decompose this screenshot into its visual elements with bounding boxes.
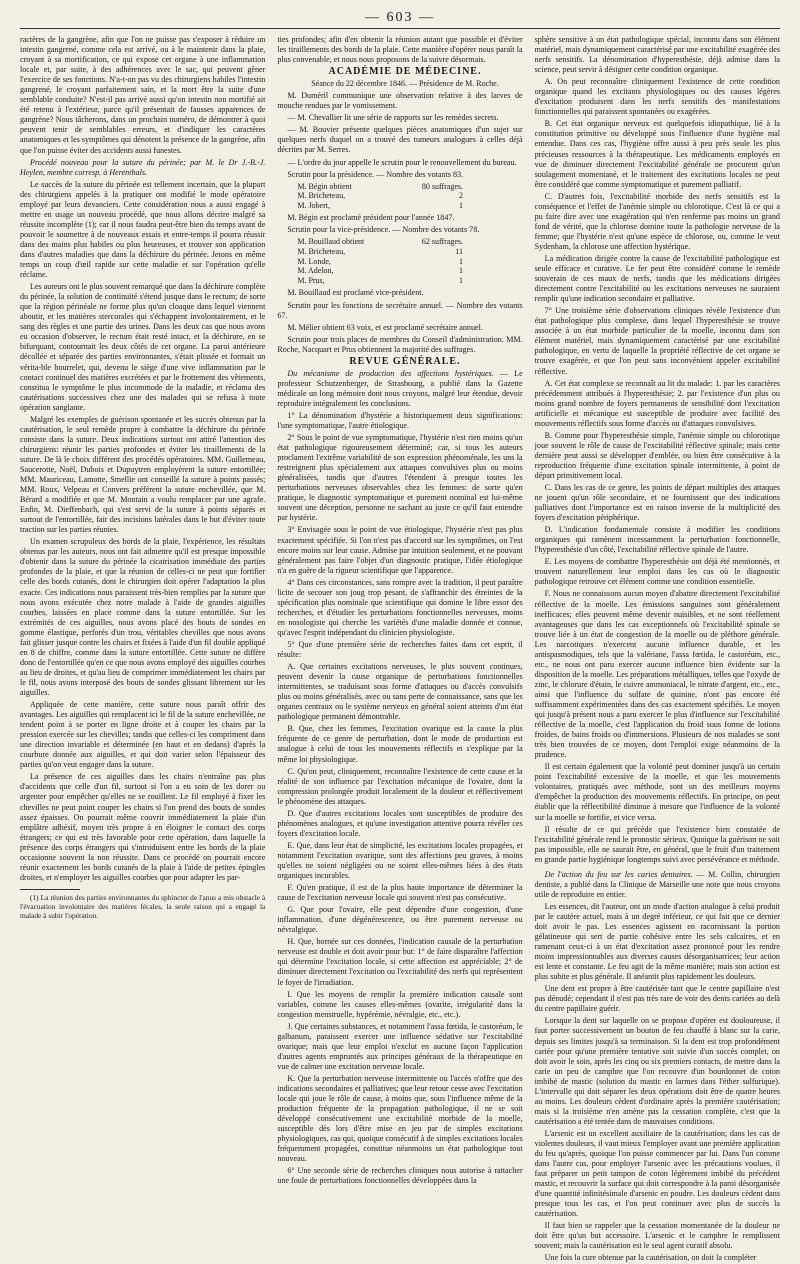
column-left: [20, 35, 265, 1165]
paragraph: C. D'autres fois, l'excitabilité morbide des nerfs sensitifs est la conséquence et l'effet de l'anémie simple ou chlorotique. C'est là ce qui a pu faire dire avec une exagération qui n'en renferme pas moins un grand fond de vérité, que la chlorose domine toute la pathologie nerveuse de la femme; que l'hystérie n'est qu'une espèce de chlorose, ou, comme le veut Sydenham, la chlorose une affection hystérique.: [534, 191, 780, 251]
table-row: [297, 276, 469, 286]
paragraph: B. Comme pour l'hyperesthésie simple, l'anémie simple ou chlorotique joue souvent le rôle de cause de l'excitabilité réflective spinale; mais cette dernière peut aussi se développer d'emblée, ou bien être consécutive à la reproduction fréquente d'une excitation spinale intermittente, à point de départ primitivement local.: [534, 430, 780, 480]
vote-name: M. Prus,: [297, 275, 325, 285]
section-title-revue: REVUE GÉNÉRALE.: [349, 355, 461, 367]
paragraph: A. On peut reconnaître cliniquement l'existence de cette condition organique quand les excitants physiologiques ou des causes légères d'excitation produisent dans les nerfs sensitifs des manifestations fonctionnelles qui paraissent spontanées ou exagérées.: [534, 77, 780, 117]
paragraph: Malgré les exemples de guérison spontanée et les succès obtenus par la cautérisation, le seul remède propre à combattre la déchirure du périnée consiste dans la suture. Deux indications surtout ont attiré l'attention des chirurgiens: réunir les parties profondes et éviter les tiraillements de la suture. De là le choix différent des procédés opératoires. MM. Guillemeau, Saucerotte, Noël, Dubois et Dupuytren employèrent la suture entortillée; MM. Mauriceau, Lamotte, Smellie ont conseillé la suture à points passés; MM. Roux, Velpeau et Convers préfèrent la suture enchevillée, que M. Bérard a modifiée et que M. Montain a voulu remplacer par une agrafe. Enfin, M. Dieffenbach, qui s'est servi de la suture à points séparés et surtout de l'entortillée, fait des incisions latérales dans le but d'éviter toute traction sur les parties réunies.: [20, 414, 266, 535]
paragraph: sphère sensitive à un état pathologique spécial, inconnu dans son élément matériel, mais dynamiquement caractérisé par une excitabilité exagérée des nerfs sensitifs. La dénomination d'hyperesthésie, déjà admise dans la science, peut servir à désigner cette condition organique.: [534, 35, 780, 75]
paragraph: B. Cet état organique nerveux est quelquefois idiopathique, lié à la constitution primitive ou développé sous l'influence d'une hygiène mal entendue. Dans ces cas, l'hygiène offre aussi à peu près seule les plus précieuses ressources à la thérapeutique. Les médicaments employés en vue de diminuer directement l'excitabilité générale ne procurent qu'un soulagement momentané, et le traitement des excitations locales ne peut être considéré que comme symptomatique et purement palliatif.: [534, 119, 780, 189]
paragraph: Appliquée de cette manière, cette suture nous paraît offrir des avantages. Les aiguilles qui remplacent ici le fil de la suture enchevillée, ne tendent point à se porter en ligne droite et à couper les chairs par la pression exercée sur les chevilles; tandis que celles-ci les compriment dans une direction invariable et déterminée (en haut et en dedans) d'après la courbure donnée aux aiguilles, et qui doit varier selon l'épaisseur des parties qu'on veut engager dans la suture.: [20, 700, 266, 770]
paragraph: F. Nous ne connaissons aucun moyen d'abattre directement l'excitabilité réflective de la moelle. Les émissions sanguines sont généralement inefficaces; elles peuvent même devenir nuisibles, et ne sont réellement avantageuses que dans les cas exceptionnels où l'excitabilité spinale se trouve liée à un état de congestion de la moelle ou de pléthore générale. Les narcotiques n'exercent aucune influence durable, et les antispasmodiques, tels que la valériane, l'assa fœtida, le castoréum, etc., etc., ne nous ont paru exercer aucune influence bien évidente sur la disposition de la moelle. Les préparations métalliques, telles que l'oxyde de zinc, le chlorure d'étain, le cuivre ammoniacal, le nitrate d'argent, etc., etc., ainsi que l'influence du sulfate de quinine, n'ont pas encore été suffisamment expérimentées dans des cas exactement spécifiés. Le moyen qui jusqu'à présent nous a paru exercer le plus d'influence sur l'excitabilité réflective de la moelle, c'est l'application du froid sous forme de lotions froides, de bains froids ou d'immersions. Plusieurs de nos malades se sont très bien trouvées de ce moyen, dont l'emploi exige néanmoins de la prudence.: [534, 589, 780, 760]
paragraph: Scrutin pour trois places de membres du Conseil d'administration. MM. Roche, Nacquart et Prus obtiennent la majorité des suffrages.: [277, 334, 523, 354]
paragraph: ractères de la gangrène, afin que l'on ne puisse pas s'exposer à réduire un intestin gangrené, comme cela est arrivé, ou à le maintenir dans la plaie, croyant à sa mortification, ce qui expose cet organe à une inflammation locale et, par suite, à des adhérences avec le sac, qui peuvent gêner l'exercice de ses fonctions. N'a-t-on pas vu des chirurgiens habiles l'intestin gangrené, le croyant parfaitement sain, et la mort être la suite d'une semblable conduite? N'est-il pas arrivé aussi qu'on intestin non mortifié ait été retenu à l'extérieur, parce qu'il présentait de fausses apparences de gangrène? Nous tâcherons, dans un prochain numéro, de démontrer à quoi peuvent tenir de semblables erreurs, et d'indiquer les caractères anatomiques et les symptômes qui dénotent la présence de la gangrène, afin que l'on puisse éviter des accidents aussi funestes.: [20, 35, 266, 155]
vote-value: 1: [459, 256, 464, 266]
table-row: [297, 182, 469, 192]
header-rule: [20, 28, 780, 29]
vote-value: 80 suffrages.: [421, 181, 464, 191]
paragraph: 5° Que d'une première série de recherches faites dans cet esprit, il résulte:: [277, 640, 523, 660]
paragraph: D. L'indication fondamentale consiste à modifier les conditions organiques qui ramènent incessamment la perturbation fonctionnelle, l'hyperesthésie d'un côté, l'excitabilité réflective spinale de l'autre.: [534, 525, 780, 555]
paragraph: 6° Une seconde série de recherches cliniques nous autorise à rattacher une foule de perturbations fonctionnelles développées dans la: [277, 1166, 523, 1186]
paragraph: Il faut bien se rappeler que la cessation momentanée de la douleur ne doit être qu'un but accessoire. L'arsenic et le camphre le remplissent souvent; mais la cautérisation est le seul agent curatif absolu.: [534, 1221, 780, 1251]
paragraph: Scrutin pour la vice-présidence. — Nombre des votants 78.: [287, 225, 480, 235]
vote-value: 1: [459, 275, 464, 285]
paragraph: Les essences, dit l'auteur, ont un mode d'action analogue à celui produit par le cautère actuel, mais à un degré inférieur, ce qui fait que ce dernier doit avoir le pas. Les essences agissent en racornissant la portion gélatineuse qui sert de partie cohésive entre les sels calcaires, et en ramenant ceux-ci à un état d'excitation assez prononcé pour les rendre moins impressionnables aux diverses causes désorganisatrices; leur action est lente et constante. Le feu agit de la même manière; mais son action est plus subite et plus générale. Il anéantit plus rapidement les douleurs.: [534, 901, 780, 982]
paragraph: Une dent est propre à être cautérisée tant que le centre papillaire n'est pas dénudé; cependant il n'est pas très rare de voir des dents cariées au delà du centre papillaire guérir.: [534, 984, 780, 1014]
seance-line: Séance du 22 décembre 1846. — Présidence de M. Roche.: [311, 79, 499, 89]
article-title: De l'action du feu sur les caries dentaires.: [544, 869, 693, 879]
table-row: [297, 237, 469, 247]
paragraph: — M. Chevallier lit une série de rapports sur les remèdes secrets.: [287, 113, 499, 123]
paragraph: ties profondes; afin d'en obtenir la réunion autant que possible et d'éviter les tiraillements des bords de la plaie. Cette manière d'opérer nous paraît la plus convenable, et nous nous proposons de la suivre désormais.: [277, 35, 523, 65]
table-row: [297, 191, 469, 201]
three-column-body: [20, 35, 780, 1263]
article-title: Procédé nouveau pour la suture du périnée; par M. le Dr J.-B.-J. Heylen, membre corresp. à Herenthals.: [20, 157, 266, 177]
table-row: [297, 201, 469, 211]
paragraph: 7° Une troisième série d'observations cliniques révèle l'existence d'un état pathologique plus complexe, dans lequel l'hyperesthésie se trouve associée à un état morbide particulier de la moelle, inconnu dans son élément matériel, mais dynamiquement caractérisé par une excitabilité pathologique, en vertu de laquelle la propriété réflective de cet organe se trouve exagérée, et que l'on peut sans inconvénient appeler excitabilité réflective.: [534, 306, 780, 376]
article-title: Du mécanisme de production des affections hystériques.: [287, 368, 494, 378]
paragraph: I. Que les moyens de remplir la première indication causale sont variables, comme les causes elles-mêmes (ovarite, irrégularité dans la congestion menstruelle, hypérémie, névralgie, etc., etc.).: [277, 989, 523, 1019]
paragraph: Une fois la cure obtenue par la cautérisation, on doit la compléter: [544, 1253, 757, 1263]
vote-value: 62 suffrages.: [421, 237, 464, 247]
paragraph: Il résulte de ce qui précède que l'existence bien constatée de l'excitabilité générale rend le pronostic sérieux. Quoique la guérison ne soit pas impossible, elle ne saurait être, en général, que le fruit d'un traitement en grande partie hygiénique longtemps suivi avec persévérance et méthode.: [534, 824, 780, 864]
paragraph: D. Que d'autres excitations locales sont susceptibles de produire des phénomènes analogues, et qu'une investigation attentive pourra révéler ces foyers d'excitation locale.: [277, 808, 523, 838]
table-row: [297, 257, 469, 267]
paragraph: L'arsenic est un excellent auxiliaire de la cautérisation; dans les cas de violentes douleurs, il vaut mieux l'employer avant une première application du feu qu'après, quoique l'on puisse commencer par lui. Dans l'un comme dans l'autre cas, pour employer l'arsenic avec les précautions voulues, il faut préparer un petit tampon de coton légèrement imbibé du précédent mastic, et recouvrir la surface qui doit correspondre à la paroi désorganisée d'une quantité infinitésimale d'arsenic en poudre. Les douleurs cèdent dans presque tous les cas, et l'on peut continuer avec plus de succès la cautérisation.: [534, 1128, 780, 1219]
vote-name: M. Bouillaud obtient: [297, 237, 365, 247]
paragraph: Les auteurs ont le plus souvent remarqué que dans la déchirure complète du périnée, la solution de continuité s'étend jusque dans le rectum; de sorte que la région périnéale ne forme plus qu'un cloaque dans lequel viennent aboutir, et les matières stercorales qui s'échappent involontairement, et le sang des règles et une partie des urines. Dans les deux cas que nous avons eu occasion d'observer, le rectum était resté intact, et la déchirure, en se bifurquant, contournait les deux côtés de cet organe. La paroi antérieure décollée et séparée des parties environnantes, s'était plissée et formait un vérita-ble bourrelet, qui, devenu le siège d'une vive inflammation par le contact continuel des matières excrétées et par le frottement des vêtements, constitua le symptôme le plus incommode de la maladie, et réclama des cautérisations successives chez une des malades qui se refusa à toute opération sanglante.: [20, 282, 266, 412]
vote-name: M. Bégin obtient: [297, 181, 352, 191]
paragraph: E. Les moyens de combattre l'hyperesthésie ont déjà été mentionnés, et trouvent naturellement leur emploi dans les cas où le diagnostic pathologique retrouve cet élément comme une condition essentielle.: [534, 557, 780, 587]
paragraph: M. Bégin est proclamé président pour l'année 1847.: [287, 213, 455, 223]
paragraph: M. Bouillaud est proclamé vice-président.: [287, 288, 424, 298]
paragraph: — M. Collin, chirurgien dentiste, a publié dans la Clinique de Marseille une note que nous croyons utile de reproduire en entier.: [534, 869, 780, 899]
column-middle: [277, 35, 523, 1186]
paragraph: La médication dirigée contre la cause de l'excitabilité pathologique est seule efficace et curative. Le fer peut être considéré comme le remède souverain de ces maux de nerfs, tandis que les médications dirigées directement contre l'excitabilité ou les excitations nerveuses ne sauraient remplir qu'une indication secondaire et palliative.: [534, 253, 780, 304]
vote-name: M. Bricheteau,: [297, 247, 346, 257]
paragraph: J. Que certaines substances, et notamment l'assa fœtida, le castoréum, le galbanum, paraissent exercer une influence sédative sur l'excitabilité ovarique; mais que leur emploi n'exclut en aucune façon l'application d'autres agents empruntés aux principes généraux de la thérapeutique en vue de calmer une excitation nerveuse locale.: [277, 1021, 523, 1071]
paragraph: E. Que, dans leur état de simplicité, les excitations locales propagées, et notamment l'excitation ovarique, sont des affections peu graves, à moins qu'elles ne soient négligées ou ne soient elles-mêmes liées à des états organiques incurables.: [277, 840, 523, 881]
vote-value: 1: [459, 266, 464, 276]
paragraph: K. Que la perturbation nerveuse intermittente ou l'accès n'offre que des indications secondaires et palliatives; que leur retour cesse avec l'excitation locale qui joue le rôle de cause, à moins que, sous l'influence même de la production fréquente de la propagation pathologique, il ne se soit développé consécutivement une excitabilité morbide de la moelle, susceptible dès lors d'être mise en jeu par de simples excitations physiologiques, cas qui, quoique consécutif à de simples excitations locales fréquemment propagées, constitue néanmoins un état pathologique tout nouveau.: [277, 1073, 523, 1164]
paragraph: B. Que, chez les femmes, l'excitation ovarique est la cause la plus fréquente de ce genre de perturbation, dont le mode de production est analogue à celui de tous les mouvements réflectifs et s'explique par la même loi physiologique.: [277, 724, 523, 764]
paragraph: G. Que pour l'ovaire, elle peut dépendre d'une congestion, d'une inflammation, d'une dégénérescence, ou être purement nerveuse ou névralgique.: [277, 905, 523, 935]
paragraph: Scrutin pour les fonctions de secrétaire annuel. — Nombre des votants 67.: [277, 300, 523, 320]
paragraph: — Le professeur Schutzenberger, de Strasbourg, a publié dans la Gazette médicale un long mémoire dont nous croyons, malgré leur étendue, devoir reproduire intégralement les conclusions.: [277, 368, 523, 408]
vote-name: M. Londe,: [297, 256, 331, 266]
paragraph: C. Dans les cas de ce genre, les points de départ multiples des attaques ne jouent qu'un rôle secondaire, et ne fournissent que des indications palliatives dont l'importance est en raison inverse de la multiplicité des foyers d'excitation périphérique.: [534, 483, 780, 523]
paragraph: La présence de ces aiguilles dans les chairs n'entraîne pas plus d'accidents que celle d'un fil, surtout si l'on a eu soin de les dorer ou argenter pour empêcher qu'elles ne se rouillent. Le fil employé à fixer les chevilles ne peut point couper les chairs si l'on prend des bouts de sondes assez épaisses. On pourrait même couvrir immédiatement la plaie d'un emplâtre adhésif, moyen très propre à en éloigner le contact des corps étrangers; ce qui est très favorable pour cette opération, dans laquelle la présence des corps étrangers qui s'introduisent entre les bords de la plaie occasionne souvent la non réussite. Dans ce procédé on pourrait encore réunir exactement les bords cutanés de la plaie à l'aide de petites épingles droites, et n'employer les aiguilles courbes que pour adapter les par-: [20, 772, 266, 882]
footnote: (1) La réunion des parties environnantes du sphincter de l'anus a mis obstacle à l'évacuation involontaire des matières fécales, la seule raison qui a engagé la malade à subir l'opération.: [20, 892, 266, 920]
paragraph: Lorsque la dent sur laquelle on se propose d'opérer est douloureuse, il faut porter successivement un bouton de feu chauffé à blanc sur la carie, depuis ses limites jusqu'à sa terminaison. Si la dent est trop profondément cariée pour qu'une première tentative soit suivie d'un succès complet, on doit avoir le soin, après les cinq ou six premiers contacts, de mettre dans la carie un peu de camphre que l'on recouvre d'un bourdonnet de coton imbibé de mastic (solution du mastic en larmes dans l'éther sulfurique). L'intervalle qui doit séparer les deux opérations doit être de quatre heures au moins. Les douleurs cèdent d'ordinaire après la première cautérisation; mais si la troisième n'en amène pas la cessation complète, c'est que la cautérisation a été tentée dans de mauvaises conditions.: [534, 1016, 780, 1126]
paragraph: — L'ordre du jour appelle le scrutin pour le renouvellement du bureau.: [287, 157, 517, 167]
vote-table-vice-presidence: [297, 237, 469, 285]
paragraph: A. Cet état complexe se reconnaît au lit du malade: 1. par les caractères précédemment attribués à l'hyperesthésie; 2. par l'existence d'un plus ou moins grand nombre de foyers permanents de sensibilité dont l'excitation artificielle et mécanique est susceptible de produire avec facilité des mouvements réflectifs sous forme d'accès ou d'attaques convulsives.: [534, 378, 780, 428]
paragraph: F. Qu'en pratique, il est de la plus haute importance de déterminer la cause de l'excitation nerveuse locale qui souvent n'est pas consécutive.: [277, 883, 523, 903]
paragraph: 3° Envisagée sous le point de vue étiologique, l'hystérie n'est pas plus exactement spécifiée. Si l'on n'est pas d'accord sur les symptômes, on l'est encore moins sur leur cause. Admise par intuition seulement, et ne pouvant généralement pas faire l'objet d'un diagnostic pratique, l'idée étiologique n'a en guère de la rigueur scientifique que l'apparence.: [277, 525, 523, 575]
vote-table-presidence: [297, 182, 469, 211]
paragraph: C. Qu'on peut, cliniquement, reconnaître l'existence de cette cause et la réalité de son influence par l'excitation mécanique de l'ovaire, dont la compression prolongée produit localement de la douleur et réflectivement le phénomène des attaques.: [277, 766, 523, 806]
column-right: [534, 35, 780, 1263]
paragraph: 2° Sous le point de vue symptomatique, l'hystérie n'est rien moins qu'un état pathologique rigoureusement déterminé; car, si tous les auteurs proclament l'extrême variabilité de son expression phénoménale, les uns la restreignent plus spécialement aux attaques convulsives plus ou moins généralisées, tandis que d'autres l'étendent à presque toutes les perturbations nerveuses observables chez les femmes: de sorte qu'en pratique, le diagnostic symptomatique et purement nominal est lui-même souvent une déception, personne ne sachant au juste ce qu'il faut entendre par hystérie.: [277, 433, 523, 523]
paragraph: 1° La dénomination d'hystérie a historiquement deux significations: l'une symptomatique, l'autre étiologique.: [277, 410, 523, 431]
paragraph: 4° Dans ces circonstances, sans rompre avec la tradition, il peut paraître licite de secouer son joug trop pesant, de s'affranchir des étreintes de la spécification plus nominale que scientifique qui domine le libre essor des recherches, et d'étudier les perturbations fonctionnelles nerveuses, moins en nosologiste qui cherche les variétés d'une maladie donnée et connue, qu'avec l'esprit indépendant du clinicien physiologiste.: [277, 577, 523, 637]
vote-value: 1: [459, 200, 464, 210]
vote-name: M. Bricheteau,: [297, 191, 346, 201]
vote-value: 2: [459, 191, 464, 201]
paragraph: Un examen scrupuleux des bords de la plaie, l'expérience, les résultats obtenus par les auteurs, nous ont fait admettre qu'il est presque impossible d'obtenir dans la suture du périnée la cicatrisation immédiate des parties profondes de la plaie, et que la réunion de celles-ci ne peut que fortifier celle des bords cutanés, dont le chirurgien doit opérer l'adaptation la plus exacte. Ces indications nous paraissent très-bien remplies par la suture que nous avons exécutée chez notre malade à l'aide de grandes aiguilles courbes, laissées en place comme dans la suture entortillée. Sur les extrémités de ces aiguilles, nous avons placé des bouts de sondes en gomme élastique, perforés d'un trou, véritables chevilles que nous avons fait glisser jusque contre les chairs et fixées à l'aide d'un fil double appliqué en 8 de chiffre, comme dans la suture entortillée. Cette suture ne diffère donc de l'entortillée qu'en ce que nous avons employé des aiguilles courbes au lieu de droites, et qu'au lieu de comprimer immédiatement les chairs par le fil, nous avons interposé des bouts de sondes glissant librement sur les aiguilles.: [20, 537, 266, 697]
vote-name: M. Adelon,: [297, 266, 334, 276]
vote-value: 11: [455, 247, 464, 257]
paragraph: Il est certain également que la volonté peut dominer jusqu'à un certain point l'excitabilité excessive de la moelle, et que les mouvements volontaires, pratiqués avec méthode, sont un des meilleurs moyens d'empêcher la production des mouvements réflectifs. En principe, on peut établir que la réflectibilité diminue à mesure que l'influence de la volonté sur la moelle se fortifie, et vice versa.: [534, 762, 780, 822]
section-title-academie: ACADÉMIE DE MÉDECINE.: [328, 66, 482, 78]
paragraph: H. Que, bornée sur ces données, l'indication causale de la perturbation nerveuse est double et doit avoir pour but: 1° de faire disparaître l'affection qui détermine l'excitation locale, si cette affection est appréciable; 2° de diminuer directement l'excitation ou l'excitabilité des nerfs qui représentent le foyer de l'irradiation.: [277, 937, 523, 987]
paragraph: M. Duméril communique une observation relative à des larves de mouche rendues par le vomissement.: [277, 91, 523, 111]
paragraph: M. Mélier obtient 63 voix, et est proclamé secrétaire annuel.: [287, 322, 483, 332]
paragraph: A. Que certaines excitations nerveuses, le plus souvent continues, peuvent devenir la cause organique de perturbations fonctionnelles intermittentes, se traduisant sous forme d'attaques ou d'accès convulsifs plus ou moins généralisés, avec ou sans perte de connaissance, sans que les organes centraux ou le système nerveux en général soient atteints d'un état pathologique permanent démontrable.: [277, 662, 523, 722]
table-row: [297, 266, 469, 276]
footnote-rule: [20, 889, 80, 890]
paragraph: Le succès de la suture du périnée est tellement incertain, que la plupart des chirurgiens appelés à la pratiquer ont modifié le mode opératoire employé par leurs devanciers. Cette considération nous a aussi engagé à mettre en usage un nouveau procédé, que nous allons décrire malgré sa réussite incomplète (1); car il nous faudra peut-être bien du temps avant de pouvoir le soumettre à de nouveaux essais et entre-temps il pourra réussir dans des mains plus habiles ou plus heureuses, et trouver son application dans d'autres maladies que dans la déchirure du périnée. Jetons en même temps un coup d'œil rapide sur cette maladie et sur l'opération qu'elle réclame.: [20, 179, 266, 280]
table-row: [297, 247, 469, 257]
vote-name: M. Jobert,: [297, 200, 330, 210]
page-number: — 603 —: [365, 10, 435, 25]
paragraph: — M. Bouvier présente quelques pièces anatomiques d'un sujet sur quelques nerfs duquel on a trouvé des tumeurs analogues à celles déjà décrites par M. Serres.: [277, 125, 523, 155]
paragraph: Scrutin pour la présidence. — Nombre des votants 83.: [287, 169, 464, 179]
